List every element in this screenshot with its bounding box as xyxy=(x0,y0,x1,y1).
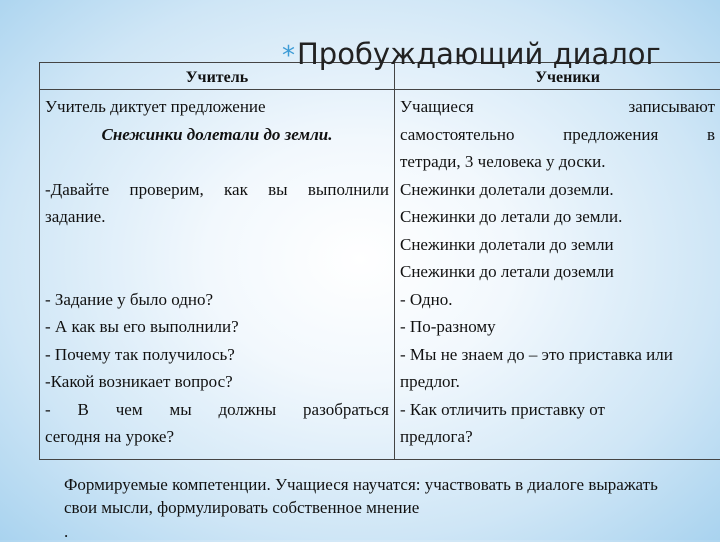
student-variant-1: Снежинки долетали доземли. xyxy=(400,176,715,204)
teacher-check-line-1: -Давайте проверим, как вы выполнили xyxy=(45,176,389,204)
title-marker: * xyxy=(282,41,295,71)
header-teacher: Учитель xyxy=(40,63,395,90)
students-cell xyxy=(395,90,720,460)
student-answer-1: - Одно. xyxy=(400,286,715,314)
teacher-question-4: -Какой возникает вопрос? xyxy=(45,368,389,396)
title-text: Пробуждающий диалог xyxy=(297,37,661,71)
teacher-cell xyxy=(40,90,395,460)
header-students: Ученики xyxy=(395,63,720,90)
student-answer-4-line-1: - Как отличить приставку от xyxy=(400,396,715,424)
student-variant-3: Снежинки долетали до земли xyxy=(400,231,715,259)
student-answer-3-line-1: - Мы не знаем до – это приставка или xyxy=(400,341,715,369)
spacer xyxy=(45,258,389,286)
teacher-question-2: - А как вы его выполнили? xyxy=(45,313,389,341)
competencies-note: Формируемые компетенции. Учащиеся научатся: участвовать в диалоге выражать свои мысли, формулировать собственное мнение xyxy=(64,473,674,519)
content-row xyxy=(40,90,720,460)
teacher-intro: Учитель диктует предложение xyxy=(45,93,389,121)
dictated-sentence: Снежинки долетали до земли. xyxy=(45,121,389,149)
student-variant-2: Снежинки до летали до земли. xyxy=(400,203,715,231)
students-line-2: самостоятельно предложения в xyxy=(400,121,715,149)
spacer xyxy=(45,148,389,176)
spacer xyxy=(45,231,389,259)
teacher-question-5-line-2: сегодня на уроке? xyxy=(45,423,389,451)
student-answer-2: - По-разному xyxy=(400,313,715,341)
slide-title xyxy=(282,40,661,69)
student-variant-4: Снежинки до летали доземли xyxy=(400,258,715,286)
student-answer-3-line-2: предлог. xyxy=(400,368,715,396)
teacher-question-3: - Почему так получилось? xyxy=(45,341,389,369)
teacher-question-1: - Задание у было одно? xyxy=(45,286,389,314)
students-line-1: Учащиеся записывают xyxy=(400,93,715,121)
students-line-3: тетради, 3 человека у доски. xyxy=(400,148,715,176)
student-answer-4-line-2: предлога? xyxy=(400,423,715,451)
footer-dot: . xyxy=(64,522,68,542)
dialog-table xyxy=(39,62,720,460)
teacher-check-line-2: задание. xyxy=(45,203,389,231)
teacher-question-5-line-1: - В чем мы должны разобраться xyxy=(45,396,389,424)
